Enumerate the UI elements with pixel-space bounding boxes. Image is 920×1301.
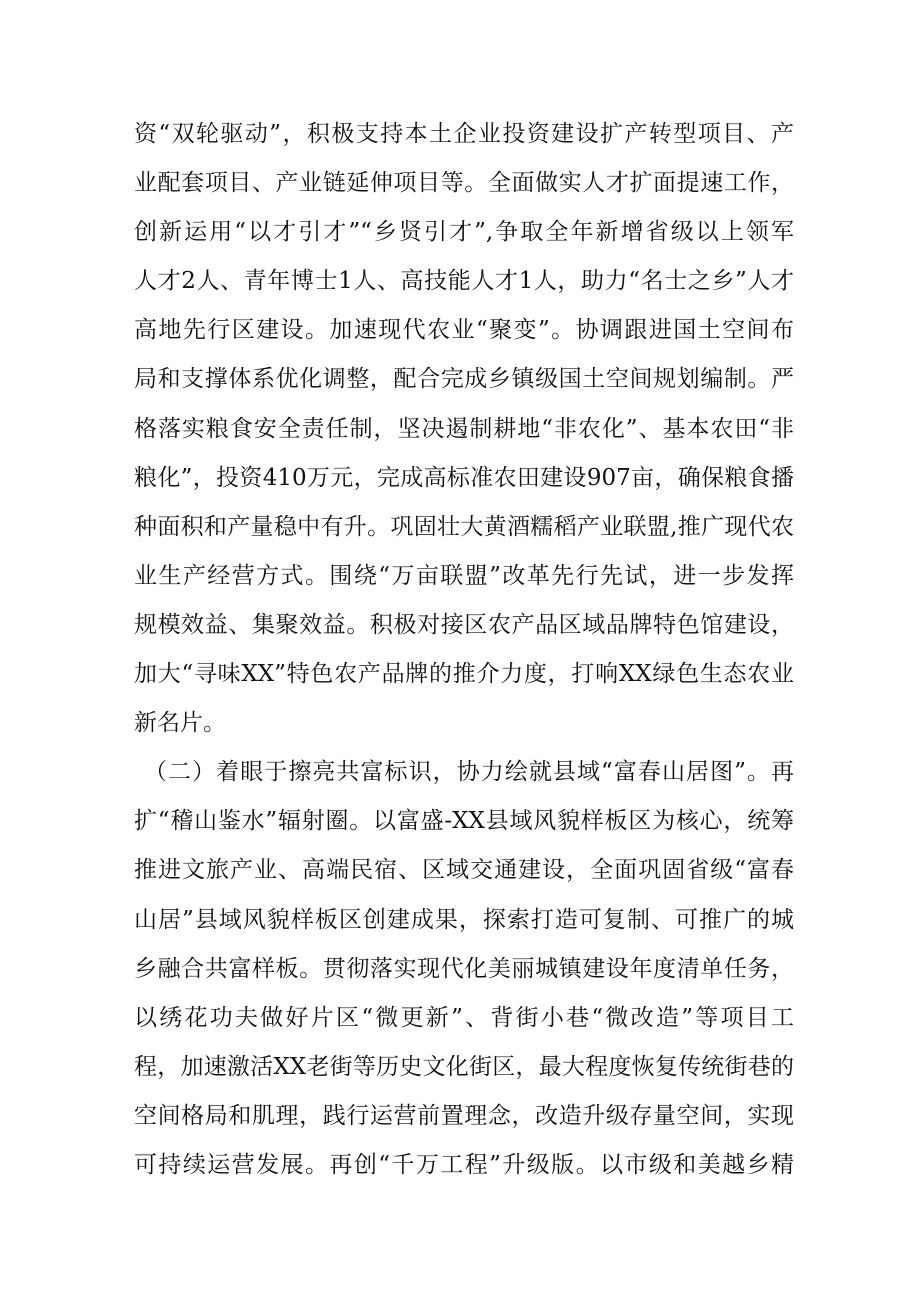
text-line: 新名片。 [134,710,226,737]
text-line: 山居”县域风貌样板区创建成果，探索打造可复制、可推广的城 [134,906,794,933]
text-line: 业生产经营方式。围绕“万亩联盟”改革先行先试，进一步发挥 [134,562,794,589]
text-line: 局和支撑体系优化调整，配合完成乡镇级国土空间规划编制。严 [134,366,794,393]
text-line: 扩“稽山鉴水”辐射圈。以富盛-XX县域风貌样板区为核心，统筹 [134,808,794,835]
paragraph-1 [134,110,794,748]
text-line: （二）着眼于擦亮共富标识，协力绘就县域“富春山居图”。再 [144,759,794,786]
text-line: 规模效益、集聚效益。积极对接区农产品区域品牌特色馆建设， [134,611,794,638]
text-line: 种面积和产量稳中有升。巩固壮大黄酒糯稻产业联盟,推广现代农 [134,513,794,540]
text-line: 可持续运营发展。再创“千万工程”升级版。以市级和美越乡精 [134,1151,794,1178]
paragraph-2 [134,748,794,1190]
text-line: 格落实粮食安全责任制，坚决遏制耕地“非农化”、基本农田“非 [134,415,794,442]
text-line: 乡融合共富样板。贯彻落实现代化美丽城镇建设年度清单任务， [134,955,794,982]
text-line: 加大“寻味XX”特色农产品牌的推介力度，打响XX绿色生态农业 [134,661,794,688]
body-text [134,110,794,1190]
text-line: 程，加速激活XX老街等历史文化街区，最大程度恢复传统街巷的 [134,1053,794,1080]
text-line: 空间格局和肌理，践行运营前置理念，改造升级存量空间，实现 [134,1102,794,1129]
text-line: 粮化”，投资410万元，完成高标准农田建设907亩，确保粮食播 [134,464,794,491]
text-line: 以绣花功夫做好片区“微更新”、背街小巷“微改造”等项目工 [134,1004,794,1031]
text-line: 创新运用“以才引才”“乡贤引才”,争取全年新增省级以上领军 [134,219,794,246]
text-line: 人才2人、青年博士1人、高技能人才1人，助力“名士之乡”人才 [134,268,794,295]
text-line: 高地先行区建设。加速现代农业“聚变”。协调跟进国土空间布 [134,317,794,344]
text-line: 业配套项目、产业链延伸项目等。全面做实人才扩面提速工作， [134,170,794,197]
text-line: 推进文旅产业、高端民宿、区域交通建设，全面巩固省级“富春 [134,857,794,884]
text-line: 资“双轮驱动”，积极支持本土企业投资建设扩产转型项目、产 [134,121,794,147]
